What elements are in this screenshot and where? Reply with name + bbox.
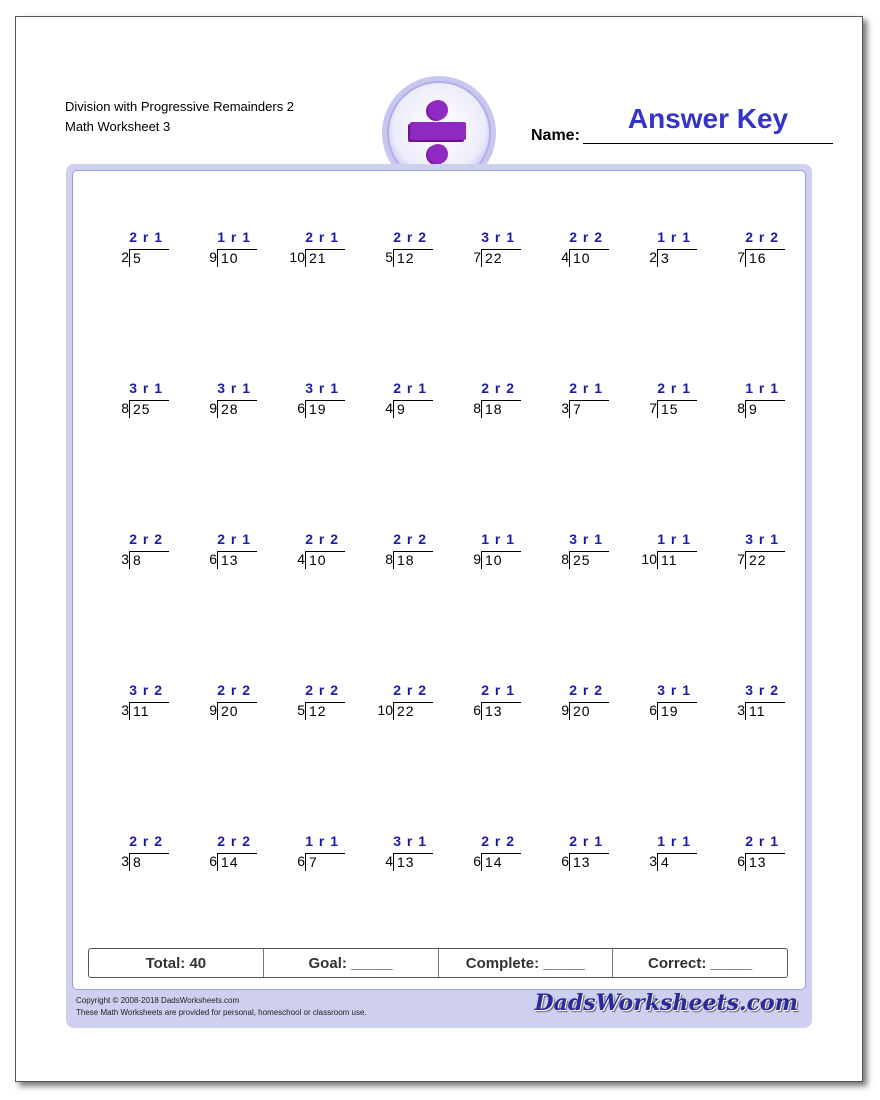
answer: 2 r 2: [393, 531, 427, 547]
divisor: 6: [737, 853, 745, 869]
division-problem: [445, 682, 515, 722]
answer: 2 r 1: [569, 833, 603, 849]
division-problem: [709, 531, 779, 571]
dividend: 20: [569, 702, 609, 720]
dividend: 22: [393, 702, 433, 720]
dividend: 7: [305, 853, 345, 871]
dividend: 10: [305, 551, 345, 569]
divisor: 9: [209, 400, 217, 416]
divisor: 10: [641, 551, 657, 567]
answer: 2 r 1: [481, 682, 515, 698]
answer: 2 r 2: [217, 682, 251, 698]
answer: 2 r 1: [129, 229, 163, 245]
division-problem: [445, 833, 515, 873]
dividend: 9: [745, 400, 785, 418]
division-problem: [445, 531, 515, 571]
answer: 2 r 1: [393, 380, 427, 396]
divisor: 5: [385, 249, 393, 265]
division-problem: [533, 380, 603, 420]
divisor: 3: [737, 702, 745, 718]
division-problem: [181, 682, 251, 722]
divisor: 4: [385, 400, 393, 416]
dividend: 13: [569, 853, 609, 871]
answer: 2 r 1: [217, 531, 251, 547]
answer: 1 r 1: [657, 531, 691, 547]
answer: 2 r 2: [305, 531, 339, 547]
divisor: 6: [209, 551, 217, 567]
divisor: 9: [473, 551, 481, 567]
divisor: 9: [209, 702, 217, 718]
answer: 1 r 1: [305, 833, 339, 849]
answer: 3 r 1: [481, 229, 515, 245]
division-problem: [269, 229, 339, 269]
answer: 1 r 1: [657, 833, 691, 849]
title-line-1: Division with Progressive Remainders 2: [65, 99, 295, 114]
divisor: 3: [561, 400, 569, 416]
answer: 3 r 1: [657, 682, 691, 698]
divisor: 2: [121, 249, 129, 265]
answer: 2 r 2: [129, 531, 163, 547]
division-problem: [621, 380, 691, 420]
divisor: 8: [737, 400, 745, 416]
dividend: 20: [217, 702, 257, 720]
dividend: 12: [305, 702, 345, 720]
answer: 1 r 1: [657, 229, 691, 245]
divisor: 9: [561, 702, 569, 718]
division-problem: [93, 380, 163, 420]
dividend: 8: [129, 853, 169, 871]
dividend: 10: [569, 249, 609, 267]
division-problem: [357, 833, 427, 873]
name-label: Name:: [531, 127, 580, 144]
problems-grid: [72, 170, 806, 990]
dividend: 22: [745, 551, 785, 569]
divisor: 6: [649, 702, 657, 718]
dividend: 15: [657, 400, 697, 418]
dividend: 7: [569, 400, 609, 418]
worksheet-title: [65, 97, 294, 137]
dividend: 11: [129, 702, 169, 720]
divisor: 8: [561, 551, 569, 567]
answer: 1 r 1: [481, 531, 515, 547]
divisor: 3: [121, 551, 129, 567]
division-problem: [93, 682, 163, 722]
totals-bar: [88, 948, 788, 978]
divisor: 7: [473, 249, 481, 265]
division-problem: [269, 380, 339, 420]
dividend: 28: [217, 400, 257, 418]
total-cell: Total: 40: [89, 949, 264, 977]
answer: 2 r 2: [569, 682, 603, 698]
dadsworksheets-logo: DadsWorksheets.com: [534, 990, 798, 1016]
dividend: 18: [481, 400, 521, 418]
answer: 3 r 1: [217, 380, 251, 396]
answer: 1 r 1: [745, 380, 779, 396]
division-problem: [357, 682, 427, 722]
goal-cell: Goal: _____: [264, 949, 439, 977]
answer: 2 r 1: [305, 229, 339, 245]
division-problem: [445, 229, 515, 269]
division-problem: [181, 229, 251, 269]
division-problem: [533, 229, 603, 269]
dividend: 5: [129, 249, 169, 267]
answer: 2 r 2: [745, 229, 779, 245]
divisor: 3: [121, 702, 129, 718]
divisor: 8: [385, 551, 393, 567]
division-problem: [269, 531, 339, 571]
answer: 2 r 2: [393, 682, 427, 698]
division-problem: [533, 531, 603, 571]
answer: 2 r 2: [217, 833, 251, 849]
division-problem: [93, 531, 163, 571]
answer: 3 r 1: [129, 380, 163, 396]
answer: 3 r 1: [745, 531, 779, 547]
divisor: 7: [737, 249, 745, 265]
answer: 3 r 2: [129, 682, 163, 698]
division-problem: [445, 380, 515, 420]
answer: 2 r 1: [569, 380, 603, 396]
dividend: 13: [745, 853, 785, 871]
division-problem: [621, 531, 691, 571]
division-problem: [709, 380, 779, 420]
dividend: 4: [657, 853, 697, 871]
answer: 2 r 2: [481, 380, 515, 396]
correct-cell: Correct: _____: [648, 954, 753, 972]
divisor: 10: [377, 702, 393, 718]
dividend: 14: [217, 853, 257, 871]
division-problem: [181, 833, 251, 873]
division-problem: [357, 229, 427, 269]
division-problem: [709, 833, 779, 873]
answer: 2 r 2: [129, 833, 163, 849]
usage-notice: These Math Worksheets are provided for personal, homeschool or classroom use.: [76, 1008, 367, 1017]
problems-frame: [66, 164, 812, 1028]
division-problem: [533, 682, 603, 722]
divisor: 6: [473, 853, 481, 869]
division-problem: [181, 380, 251, 420]
answer: 2 r 2: [569, 229, 603, 245]
dividend: 16: [745, 249, 785, 267]
answer: 3 r 1: [305, 380, 339, 396]
divisor: 3: [649, 853, 657, 869]
dividend: 13: [481, 702, 521, 720]
answer: 3 r 1: [393, 833, 427, 849]
divisor: 6: [561, 853, 569, 869]
division-problem: [533, 833, 603, 873]
dividend: 11: [745, 702, 785, 720]
answer: 2 r 2: [481, 833, 515, 849]
name-field: [531, 105, 833, 145]
dividend: 25: [129, 400, 169, 418]
footer-copyright: [76, 995, 367, 1019]
divisor: 4: [385, 853, 393, 869]
divisor: 6: [209, 853, 217, 869]
divisor: 6: [473, 702, 481, 718]
division-problem: [621, 229, 691, 269]
worksheet-page: [15, 16, 863, 1082]
divisor: 6: [297, 400, 305, 416]
complete-cell: Complete: _____: [439, 949, 614, 977]
dividend: 21: [305, 249, 345, 267]
division-problem: [93, 833, 163, 873]
divisor: 6: [297, 853, 305, 869]
division-problem: [621, 682, 691, 722]
dividend: 8: [129, 551, 169, 569]
divisor: 5: [297, 702, 305, 718]
divisor: 4: [297, 551, 305, 567]
dividend: 11: [657, 551, 697, 569]
dividend: 13: [393, 853, 433, 871]
answer: 2 r 1: [745, 833, 779, 849]
copyright-text: Copyright © 2008-2018 DadsWorksheets.com: [76, 996, 240, 1005]
division-problem: [709, 229, 779, 269]
division-problem: [181, 531, 251, 571]
divisor: 8: [121, 400, 129, 416]
divisor: 10: [289, 249, 305, 265]
dividend: 22: [481, 249, 521, 267]
division-problem: [269, 833, 339, 873]
answer: 1 r 1: [217, 229, 251, 245]
answer-key-text: Answer Key: [627, 103, 789, 134]
answer: 2 r 1: [657, 380, 691, 396]
divisor: 3: [121, 853, 129, 869]
division-problem: [269, 682, 339, 722]
dividend: 10: [481, 551, 521, 569]
dividend: 14: [481, 853, 521, 871]
division-problem: [621, 833, 691, 873]
dividend: 10: [217, 249, 257, 267]
divisor: 2: [649, 249, 657, 265]
divisor: 7: [649, 400, 657, 416]
dividend: 18: [393, 551, 433, 569]
division-problem: [709, 682, 779, 722]
division-problem: [357, 531, 427, 571]
dividend: 9: [393, 400, 433, 418]
title-line-2: Math Worksheet 3: [65, 119, 171, 134]
dividend: 13: [217, 551, 257, 569]
divisor: 7: [737, 551, 745, 567]
divisor: 4: [561, 249, 569, 265]
answer: 2 r 2: [305, 682, 339, 698]
dividend: 12: [393, 249, 433, 267]
divisor: 8: [473, 400, 481, 416]
divisor: 9: [209, 249, 217, 265]
name-underline: [583, 143, 833, 144]
dividend: 19: [657, 702, 697, 720]
dividend: 25: [569, 551, 609, 569]
dividend: 3: [657, 249, 697, 267]
answer: 3 r 1: [569, 531, 603, 547]
answer: 2 r 2: [393, 229, 427, 245]
division-problem: [93, 229, 163, 269]
dividend: 19: [305, 400, 345, 418]
answer: 3 r 2: [745, 682, 779, 698]
division-problem: [357, 380, 427, 420]
